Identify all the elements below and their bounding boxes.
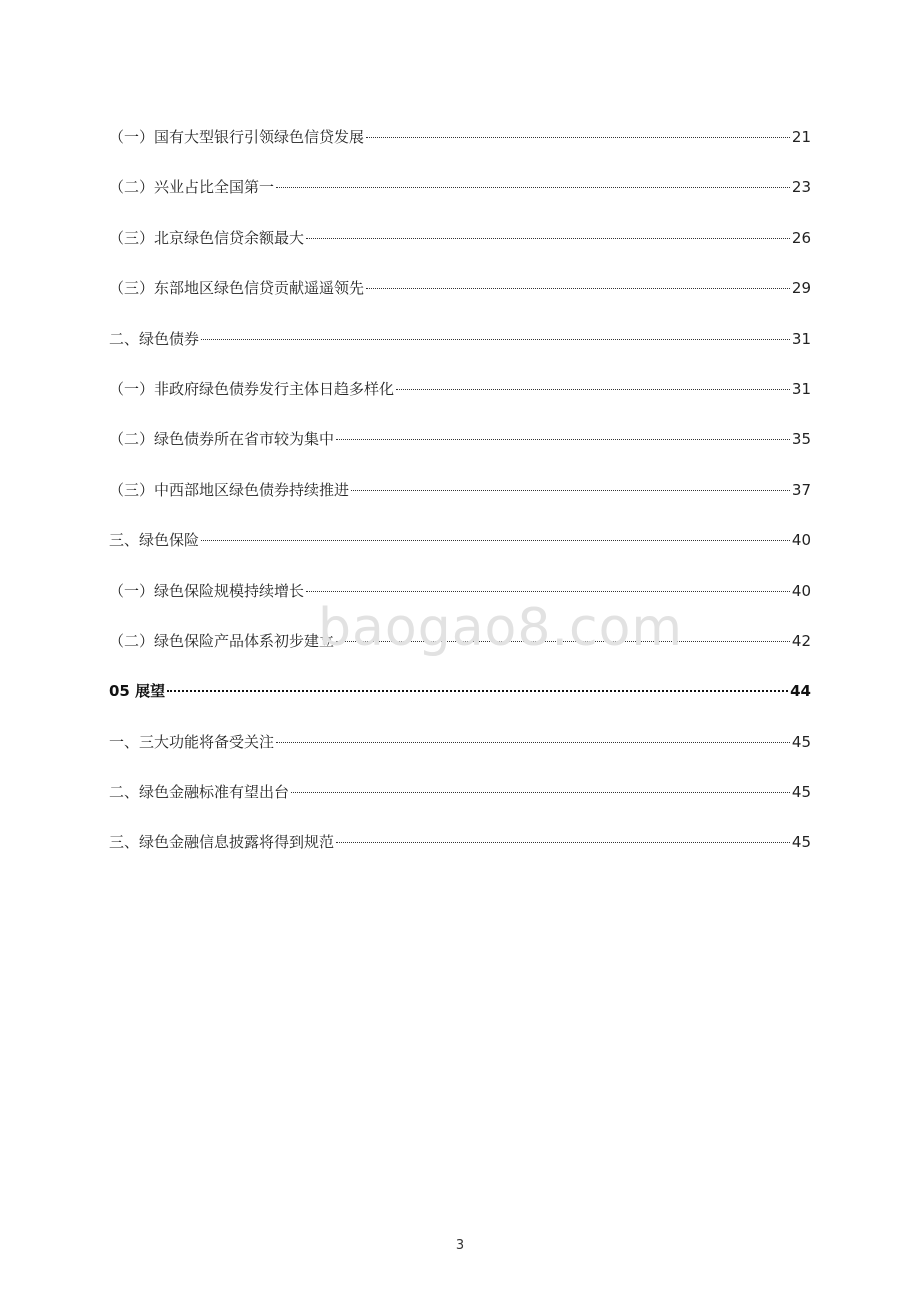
toc-entry-title: （一）非政府绿色债券发行主体日趋多样化	[109, 379, 395, 398]
dot-leader	[276, 187, 790, 188]
table-of-contents	[109, 122, 811, 878]
dot-leader	[366, 288, 790, 289]
dot-leader	[336, 842, 790, 843]
toc-entry-page: 23	[791, 178, 811, 197]
toc-entry[interactable]	[109, 424, 811, 474]
toc-entry-page: 35	[791, 430, 811, 449]
toc-entry-title: （一）国有大型银行引领绿色信贷发展	[109, 128, 365, 146]
toc-entry[interactable]	[109, 374, 811, 424]
toc-entry-title: 一、三大功能将备受关注	[109, 732, 275, 751]
toc-entry-title: （一）绿色保险规模持续增长	[109, 581, 305, 600]
dot-leader	[306, 591, 790, 592]
toc-entry-page: 40	[791, 531, 811, 550]
toc-entry-page: 26	[791, 228, 811, 247]
dot-leader	[276, 742, 790, 743]
toc-entry-page: 45	[791, 833, 811, 852]
toc-entry-page: 31	[791, 329, 811, 348]
toc-entry[interactable]	[109, 273, 811, 323]
dot-leader	[306, 238, 790, 239]
toc-entry-page: 21	[791, 128, 811, 146]
toc-entry[interactable]	[109, 324, 811, 374]
toc-entry-title: 三、绿色金融信息披露将得到规范	[109, 833, 335, 852]
dot-leader	[366, 137, 790, 138]
toc-chapter-entry[interactable]	[109, 676, 811, 726]
dot-leader	[167, 690, 788, 692]
toc-entry-page: 45	[791, 732, 811, 751]
dot-leader	[396, 389, 790, 390]
toc-entry[interactable]	[109, 626, 811, 676]
toc-entry-title: （三）北京绿色信贷余额最大	[109, 228, 305, 247]
toc-entry-title: （二）绿色债券所在省市较为集中	[109, 430, 335, 449]
toc-entry-title: （三）东部地区绿色信贷贡献遥遥领先	[109, 279, 365, 298]
dot-leader	[336, 439, 790, 440]
toc-entry-page: 45	[791, 783, 811, 802]
toc-entry[interactable]	[109, 525, 811, 575]
page-number: 3	[455, 1238, 465, 1253]
toc-entry-page: 31	[791, 379, 811, 398]
toc-entry-title: 二、绿色债券	[109, 329, 200, 348]
toc-entry[interactable]	[109, 777, 811, 827]
toc-entry-page: 29	[791, 279, 811, 298]
toc-entry-title: （二）绿色保险产品体系初步建立	[109, 631, 335, 650]
toc-entry-title: （三）中西部地区绿色债券持续推进	[109, 480, 350, 499]
toc-entry-page: 44	[790, 682, 811, 701]
toc-entry[interactable]	[109, 727, 811, 777]
toc-entry-title: 05 展望	[109, 682, 166, 701]
toc-entry[interactable]	[109, 827, 811, 877]
toc-entry-page: 42	[791, 631, 811, 650]
toc-entry[interactable]	[109, 122, 811, 172]
dot-leader	[291, 792, 790, 793]
toc-entry[interactable]	[109, 172, 811, 222]
toc-entry[interactable]	[109, 576, 811, 626]
dot-leader	[201, 540, 790, 541]
dot-leader	[201, 339, 790, 340]
dot-leader	[351, 490, 790, 491]
toc-entry-page: 40	[791, 581, 811, 600]
toc-entry-title: 二、绿色金融标准有望出台	[109, 783, 290, 802]
watermark: baogao8.com	[318, 598, 684, 658]
toc-entry-title: （二）兴业占比全国第一	[109, 178, 275, 197]
toc-entry[interactable]	[109, 475, 811, 525]
dot-leader	[336, 641, 790, 642]
toc-entry[interactable]	[109, 223, 811, 273]
toc-entry-page: 37	[791, 480, 811, 499]
toc-entry-title: 三、绿色保险	[109, 531, 200, 550]
